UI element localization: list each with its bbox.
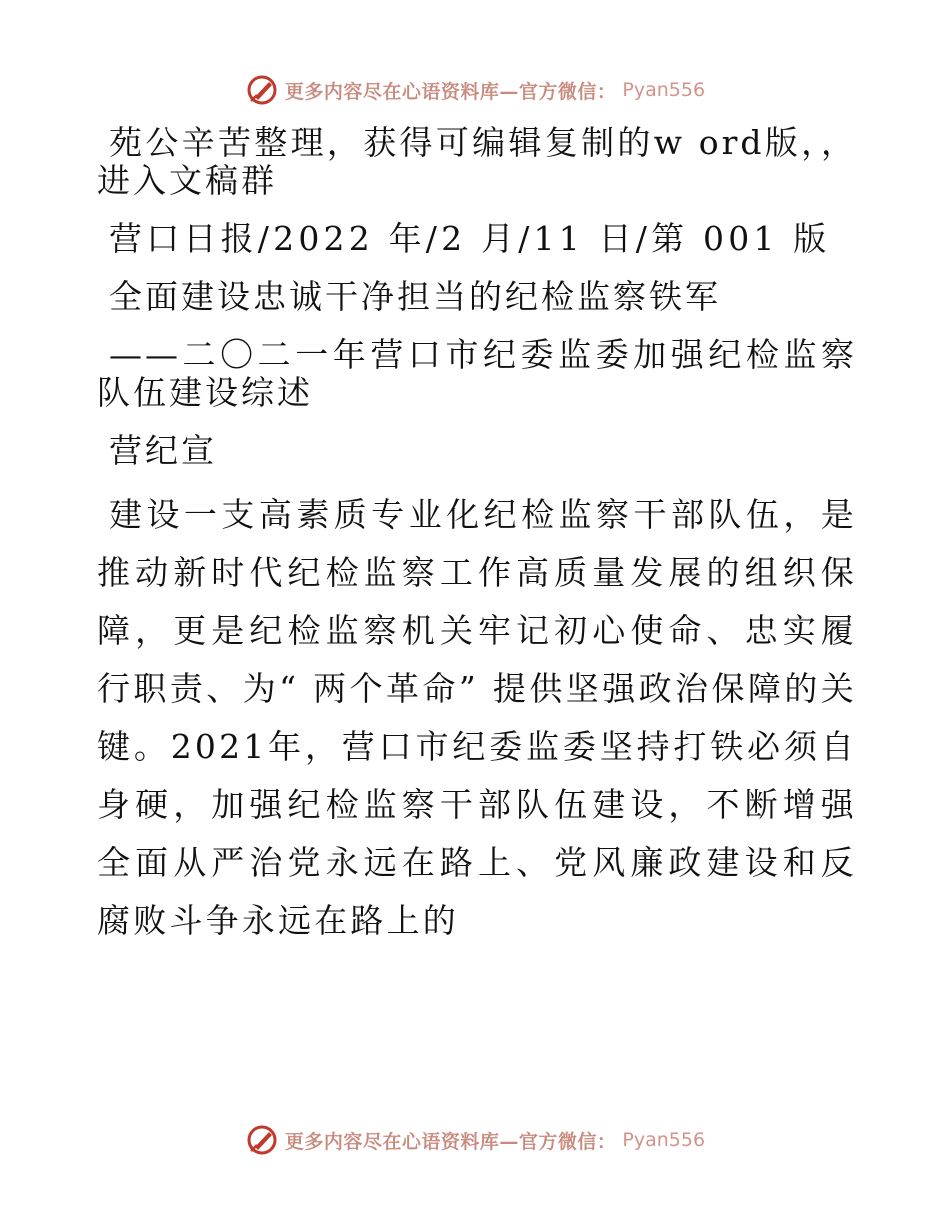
source-line: 营口日报/2022 年/2 月/11 日/第 001 版 [109, 219, 831, 258]
watermark-wechat-id: Pyan556 [622, 1129, 706, 1151]
watermark-wechat-id: Pyan556 [622, 79, 706, 101]
watermark-text: 更多内容尽在心语资料库—官方微信： [284, 80, 617, 103]
watermark-text: 更多内容尽在心语资料库—官方微信： [284, 1130, 617, 1153]
header-watermark [0, 70, 950, 110]
quill-seal-icon [245, 73, 279, 107]
quill-seal-icon [245, 1123, 279, 1157]
footer-watermark [0, 1120, 950, 1160]
byline: 营纪宣 [109, 431, 217, 470]
document-body [97, 124, 857, 970]
subtitle: ——二〇二一年营口市纪委监委加强纪检监察队伍建设综述 [97, 335, 857, 412]
body-paragraph: 建设一支高素质专业化纪检监察干部队伍，是推动新时代纪检监察工作高质量发展的组织保障，更是纪检监察机关牢记初心使命、忠实履行职责、为“ 两个革命” 提供坚强政治保障的关键。2021年，营口市纪委监委坚持打铁必须自身硬，加强纪检监察干部队伍建设，不断增强全面从严治党永远在路上、党风廉政建设和反腐败斗争永远在路上的 [97, 495, 857, 940]
headline: 全面建设忠诚干净担当的纪检监察铁军 [109, 277, 721, 316]
intro-paragraph: 苑公辛苦整理，获得可编辑复制的w ord版，，进入文稿群 [97, 123, 857, 200]
